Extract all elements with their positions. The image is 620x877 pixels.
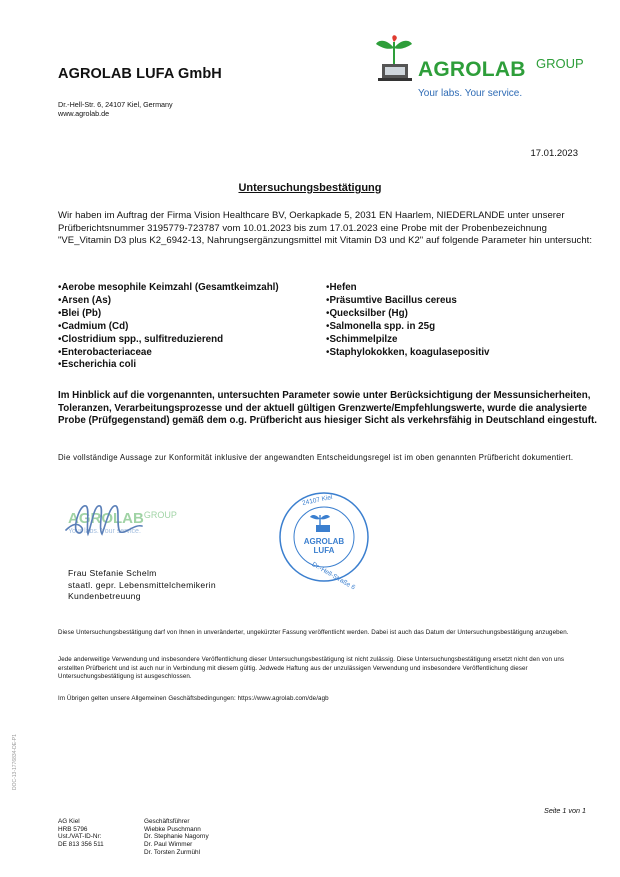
company-name: AGROLAB LUFA GmbH	[58, 66, 222, 82]
footer-registry	[58, 818, 104, 849]
parameter-item: • Präsumtive Bacillus cereus	[326, 295, 596, 308]
parameter-item: • Salmonella spp. in 25g	[326, 321, 596, 334]
company-address	[58, 100, 173, 118]
parameter-item: • Hefen	[326, 282, 596, 295]
parameter-item: • Escherichia coli	[58, 359, 326, 372]
logo-group: GROUP	[536, 56, 584, 71]
agrolab-logo	[372, 34, 592, 106]
footer-line: Dr. Torsten Zurmühl	[144, 848, 200, 856]
parameter-item: • Aerobe mesophile Keimzahl (Gesamtkeimzahl)	[58, 282, 326, 295]
footer-line: Ust./VAT-ID-Nr:	[58, 833, 102, 841]
fine-print-terms: Im Übrigen gelten unsere Allgemeinen Geschäftsbedingungen: https://www.agrolab.com/de/agb	[58, 695, 329, 702]
page-number: Seite 1 von 1	[544, 806, 586, 815]
parameter-item: • Clostridium spp., sulfitreduzierend	[58, 334, 326, 347]
document-code: DOC-13-1776834-DE-P1	[12, 734, 18, 790]
signature-logo-group: GROUP	[143, 510, 177, 520]
stamp-name-line: LUFA	[313, 546, 335, 555]
handwritten-signature	[58, 494, 228, 558]
signer-department: Kundenbetreuung	[68, 591, 141, 602]
stamp-name	[278, 537, 370, 555]
parameter-item: • Cadmium (Cd)	[58, 321, 326, 334]
conclusion-paragraph: Im Hinblick auf die vorgenannten, untersuchten Parameter sowie unter Berücksichtigung der Messunsicherheiten, Toleranzen, Verarbeitungsprozesse und der aktuell gültigen Grenzwerte/Empfehlungswerte, wurde die analysierte Probe (Prüfgegenstand) gemäß dem o.g. Prüfbericht aus hiesiger Sicht als verkehrsfähig in Deutschland eingestuft.	[58, 390, 597, 427]
signer-role: staatl. gepr. Lebensmittelchemikerin	[68, 579, 216, 590]
fine-print-publication: Diese Untersuchungsbestätigung darf von Ihnen in unveränderter, ungekürzter Fassung veröffentlicht werden. Dabei ist auch das Datum der Untersuchungsbestätigung anzugeben.	[58, 629, 569, 636]
footer-line: Wiebke Puschmann	[144, 825, 201, 833]
footer-line: DE 813 356 511	[58, 841, 104, 849]
parameter-item: • Enterobacteriaceae	[58, 347, 326, 360]
conformity-note: Die vollständige Aussage zur Konformität inklusive der angewandten Entscheidungsregel ist im oben genannten Prüfbericht dokumentiert.	[58, 453, 574, 462]
stamp-bottom-text: Dr.-Hell-Straße 6	[310, 561, 357, 592]
logo-tagline: Your labs. Your service.	[418, 88, 523, 99]
footer-line: Geschäftsführer	[144, 818, 190, 825]
stamp-top-text: 24107 Kiel	[301, 493, 334, 508]
document-title: Untersuchungsbestätigung	[238, 182, 382, 194]
logo-word: AGROLAB	[418, 58, 526, 81]
footer-line: Dr. Stephanie Nagorny	[144, 833, 209, 841]
signer-block	[68, 568, 216, 603]
signature-logo-word: AGROLAB	[68, 510, 144, 527]
footer-line: Dr. Paul Wimmer	[144, 841, 193, 849]
document-date: 17.01.2023	[530, 148, 578, 159]
official-stamp	[278, 491, 370, 592]
footer-management	[144, 818, 209, 857]
parameter-item: • Staphylokokken, koagulasepositiv	[326, 347, 596, 360]
signer-name: Frau Stefanie Schelm	[68, 568, 157, 578]
signature	[58, 494, 228, 558]
footer-line: AG Kiel	[58, 818, 80, 825]
parameter-item: • Quecksilber (Hg)	[326, 308, 596, 321]
address-line: Dr.-Hell-Str. 6, 24107 Kiel, Germany	[58, 100, 173, 109]
intro-paragraph: Wir haben im Auftrag der Firma Vision Healthcare BV, Oerkapkade 5, 2031 EN Haarlem, NIEDERLANDE unter unserer Prüfberichtsnummer 3195779-723787 vom 10.01.2023 bis zum 17.01.2023 eine Probe mit der Probenbezeichnung "VE_Vitamin D3 plus K2_6942-13, Nahrungsergänzungsmittel mit Vitamin D3 und K2" auf folgende Parameter hin untersucht:	[58, 210, 593, 246]
footer-line: HRB 5796	[58, 825, 88, 833]
parameter-item: • Blei (Pb)	[58, 308, 326, 321]
parameter-column-right	[326, 282, 596, 372]
fine-print-usage: Jede anderweitige Verwendung und insbesondere Veröffentlichung dieser Untersuchungsbestätigung ist nicht zulässig. Diese Untersuchungsbestätigung ersetzt nicht den von uns erstellten Prüfbericht und ist auch nur in Verbindung mit diesem gültig. Jedwede Haftung aus der unzulässigen Verwendung und insbesondere Veröffentlichung dieser Untersuchungsbestätigung ist ausgeschlossen.	[58, 656, 565, 681]
signature-logo-tagline: Your labs. Your service.	[68, 528, 141, 535]
parameter-item: • Arsen (As)	[58, 295, 326, 308]
parameter-list	[58, 282, 598, 372]
plant-icon	[372, 34, 418, 94]
website-line: www.agrolab.de	[58, 109, 110, 118]
parameter-item: • Schimmelpilze	[326, 334, 596, 347]
parameter-column-left	[58, 282, 326, 372]
stamp-name-line: AGROLAB	[303, 537, 345, 546]
